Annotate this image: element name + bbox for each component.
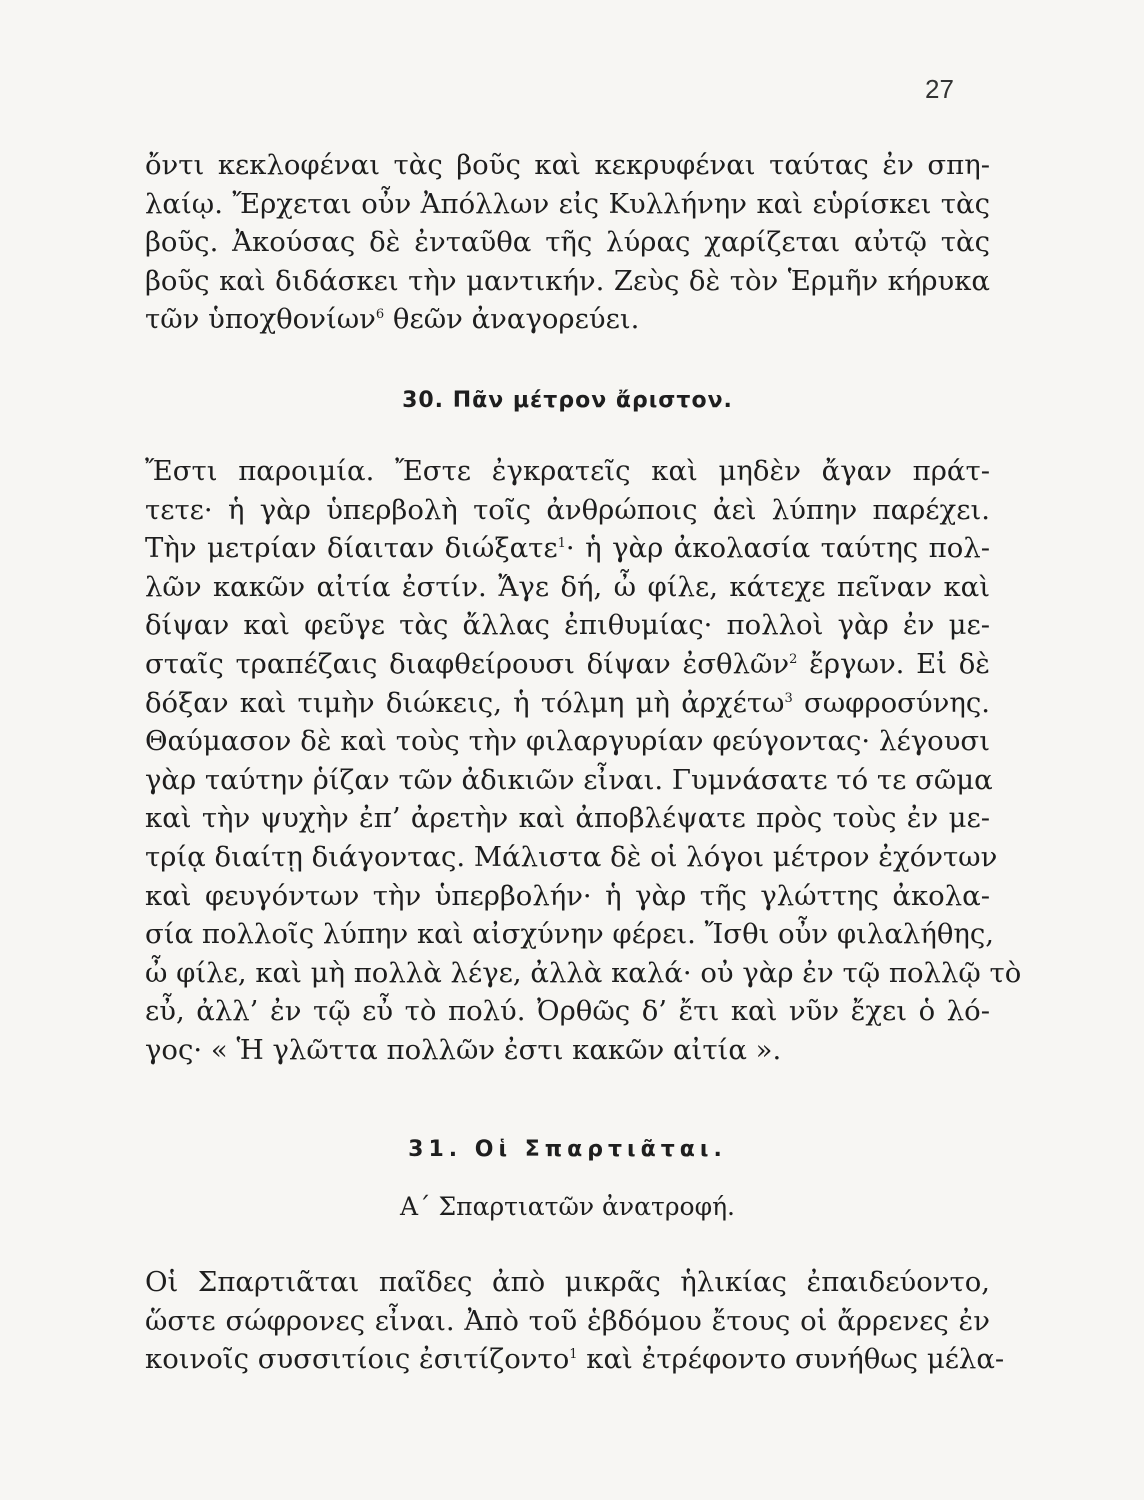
text-line	[145, 877, 990, 916]
text-span: τρίᾳ διαίτῃ διάγοντας. Μάλιστα δὲ οἱ λόγοι μέτρον ἐχόντων	[145, 840, 998, 873]
paragraph-moderation	[145, 452, 1022, 1070]
text-line	[145, 722, 990, 761]
text-span: ἔργων. Εἰ δὲ	[797, 647, 991, 680]
text-line	[145, 1302, 990, 1341]
text-span: εὖ, ἀλλ’ ἐν τῷ εὖ τὸ πολύ. Ὀρθῶς δ’ ἔτι καὶ νῦν ἔχει ὁ λό-	[145, 995, 990, 1028]
footnote-marker: 1	[569, 1347, 578, 1363]
text-line	[145, 1263, 990, 1302]
text-line	[145, 761, 993, 800]
text-span: σία πολλοῖς λύπην καὶ αἰσχύνην φέρει. Ἴσθι οὖν φιλαλήθης,	[145, 918, 994, 951]
footnote-marker: 3	[784, 690, 793, 706]
text-span: τῶν ὑποχθονίων	[145, 303, 376, 336]
text-line	[145, 645, 990, 684]
section-heading-30: 30. Πᾶν μέτρον ἄριστον.	[402, 388, 733, 413]
text-span: καὶ φευγόντων τὴν ὑπερβολήν· ἡ γὰρ τῆς γλώττης ἀκολα-	[145, 879, 990, 912]
text-span: · ἡ γὰρ ἀκολασία ταύτης πολ-	[565, 532, 991, 565]
text-line	[145, 684, 990, 723]
text-span: ὥστε σώφρονες εἶναι. Ἀπὸ τοῦ ἑβδόμου ἔτους οἱ ἄρρενες ἐν	[145, 1304, 990, 1337]
text-span: ὦ φίλε, καὶ μὴ πολλὰ λέγε, ἀλλὰ καλά· οὐ γὰρ ἐν τῷ πολλῷ τὸ	[145, 956, 1022, 989]
text-line	[145, 452, 990, 491]
text-span: καὶ ἐτρέφοντο συνήθως μέλα-	[577, 1343, 1005, 1376]
text-span: δόξαν καὶ τιμὴν διώκεις, ἡ τόλμη μὴ ἀρχέτω	[145, 686, 785, 719]
text-span: καὶ τὴν ψυχὴν ἐπ’ ἀρετὴν καὶ ἀποβλέψατε πρὸς τοὺς ἐν με-	[145, 802, 990, 835]
text-span: σωφροσύνης.	[792, 686, 990, 719]
text-line: ὄντι κεκλοφέναι τὰς βοῦς καὶ κεκρυφέναι ταύτας ἐν σπη-	[145, 149, 990, 181]
text-line: βοῦς καὶ διδάσκει τὴν μαντικήν. Ζεὺς δὲ τὸν Ἑρμῆν κήρυκα	[145, 264, 990, 297]
text-span: σταῖς τραπέζαις διαφθείρουσι δίψαν ἐσθλῶν	[145, 647, 790, 680]
paragraph-spartans	[145, 1263, 1005, 1379]
text-span: λῶν κακῶν αἰτία ἐστίν. Ἄγε δή, ὦ φίλε, κάτεχε πεῖναν καὶ	[145, 570, 990, 603]
text-span: γὰρ ταύτην ῥίζαν τῶν ἀδικιῶν εἶναι. Γυμνάσατε τό τε σῶμα	[145, 763, 993, 796]
text-span: Θαύμασον δὲ καὶ τοὺς τὴν φιλαργυρίαν φεύγοντας· λέγουσι	[145, 725, 990, 758]
section-subheading: Α΄ Σπαρτιατῶν ἀνατροφή.	[399, 1192, 736, 1221]
footnote-marker: 6	[375, 307, 385, 323]
text-line	[145, 491, 990, 530]
section-heading-31: 31. Οἱ Σπαρτιᾶται.	[408, 1137, 727, 1162]
page-number: 27	[925, 74, 954, 104]
text-span: θεῶν ἀναγορεύει.	[384, 303, 640, 336]
text-line	[145, 992, 990, 1031]
text-line: βοῦς. Ἀκούσας δὲ ἐνταῦθα τῆς λύρας χαρίζεται αὐτῷ τὰς	[145, 226, 990, 259]
text-span: Τὴν μετρίαν δίαιταν διώξατε	[145, 532, 558, 565]
text-line	[145, 300, 990, 339]
text-line	[145, 915, 994, 954]
text-line	[145, 838, 998, 877]
text-line	[145, 799, 990, 838]
text-span: Οἱ Σπαρτιᾶται παῖδες ἀπὸ μικρᾶς ἡλικίας ἐπαιδεύοντο,	[145, 1266, 990, 1298]
paragraph-hermes-ending	[145, 146, 990, 339]
footnote-marker: 2	[789, 651, 798, 667]
text-line	[145, 606, 990, 645]
text-line	[145, 568, 990, 607]
footnote-marker: 1	[557, 536, 566, 552]
text-span: Ἔστι παροιμία. Ἔστε ἐγκρατεῖς καὶ μηδὲν ἄγαν πράτ-	[145, 455, 990, 487]
text-span: τετε· ἡ γὰρ ὑπερβολὴ τοῖς ἀνθρώποις ἀεὶ λύπην παρέχει.	[145, 493, 990, 526]
text-line	[145, 1340, 1005, 1379]
text-line	[145, 954, 1022, 993]
text-span: κοινοῖς συσσιτίοις ἐσιτίζοντο	[145, 1343, 570, 1376]
text-line: λαίῳ. Ἔρχεται οὖν Ἀπόλλων εἰς Κυλλήνην καὶ εὑρίσκει τὰς	[145, 187, 990, 220]
text-span: δίψαν καὶ φεῦγε τὰς ἄλλας ἐπιθυμίας· πολλοὶ γὰρ ἐν με-	[145, 609, 990, 642]
text-line	[145, 529, 990, 568]
text-line: γος· « Ἡ γλῶττα πολλῶν ἐστι κακῶν αἰτία ».	[145, 1033, 782, 1066]
